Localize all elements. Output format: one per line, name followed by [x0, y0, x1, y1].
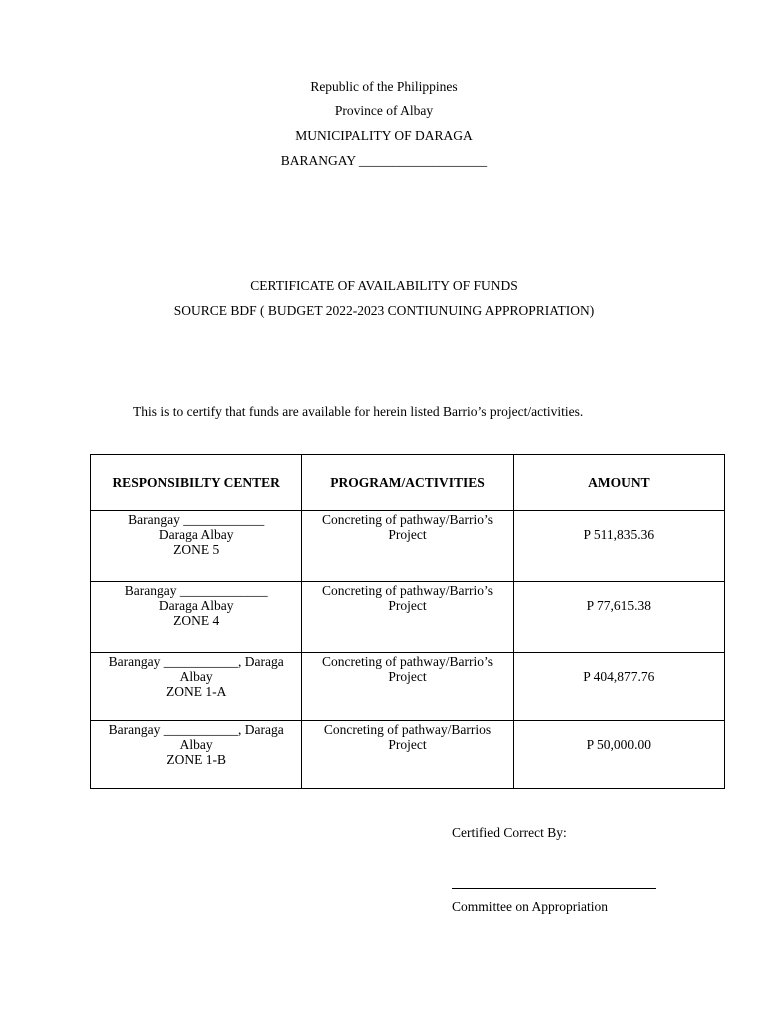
responsibility-center-cell — [91, 582, 302, 653]
signature-line — [452, 888, 656, 889]
table-row — [91, 511, 725, 582]
center-barangay: Barangay _____________ — [124, 583, 268, 598]
header-province: Province of Albay — [334, 103, 434, 118]
center-location: Albay — [179, 737, 213, 752]
center-barangay: Barangay ___________, Daraga — [108, 654, 284, 669]
certificate-title: CERTIFICATE OF AVAILABILITY OF FUNDS — [250, 278, 518, 293]
amount-cell: P 77,615.38 — [513, 582, 724, 653]
amount-cell: P 404,877.76 — [513, 653, 724, 721]
table-row — [91, 721, 725, 789]
responsibility-center-cell — [91, 721, 302, 789]
header-republic: Republic of the Philippines — [310, 79, 458, 94]
center-zone: ZONE 5 — [173, 542, 220, 557]
header-barangay: BARANGAY ___________________ — [280, 153, 488, 168]
certify-statement: This is to certify that funds are available for herein listed Barrio’s project/activities. — [133, 404, 584, 419]
column-header-amount: AMOUNT — [513, 455, 724, 511]
program-cell: Concreting of pathway/Barrio’s Project — [302, 653, 513, 721]
center-barangay: Barangay ___________, Daraga — [108, 722, 284, 737]
amount-cell: P 511,835.36 — [513, 511, 724, 582]
table-row — [91, 582, 725, 653]
table-header-row — [91, 455, 725, 511]
column-header-program-activities: PROGRAM/ACTIVITIES — [302, 455, 513, 511]
responsibility-center-cell — [91, 653, 302, 721]
funds-table — [90, 454, 725, 789]
amount-cell: P 50,000.00 — [513, 721, 724, 789]
signatory-title: Committee on Appropriation — [452, 899, 608, 914]
center-location: Albay — [179, 669, 213, 684]
column-header-responsibility-center: RESPONSIBILTY CENTER — [91, 455, 302, 511]
center-barangay: Barangay ____________ — [128, 512, 265, 527]
center-zone: ZONE 1-B — [166, 752, 226, 767]
certified-correct-label: Certified Correct By: — [452, 825, 567, 840]
program-cell: Concreting of pathway/Barrios Project — [302, 721, 513, 789]
table-row — [91, 653, 725, 721]
header-municipality: MUNICIPALITY OF DARAGA — [295, 128, 473, 143]
responsibility-center-cell — [91, 511, 302, 582]
center-location: Daraga Albay — [158, 598, 234, 613]
program-cell: Concreting of pathway/Barrio’s Project — [302, 511, 513, 582]
certificate-source: SOURCE BDF ( BUDGET 2022-2023 CONTIUNUING APPROPRIATION) — [173, 303, 595, 318]
center-location: Daraga Albay — [158, 527, 234, 542]
program-cell: Concreting of pathway/Barrio’s Project — [302, 582, 513, 653]
center-zone: ZONE 1-A — [165, 684, 227, 699]
center-zone: ZONE 4 — [173, 613, 220, 628]
